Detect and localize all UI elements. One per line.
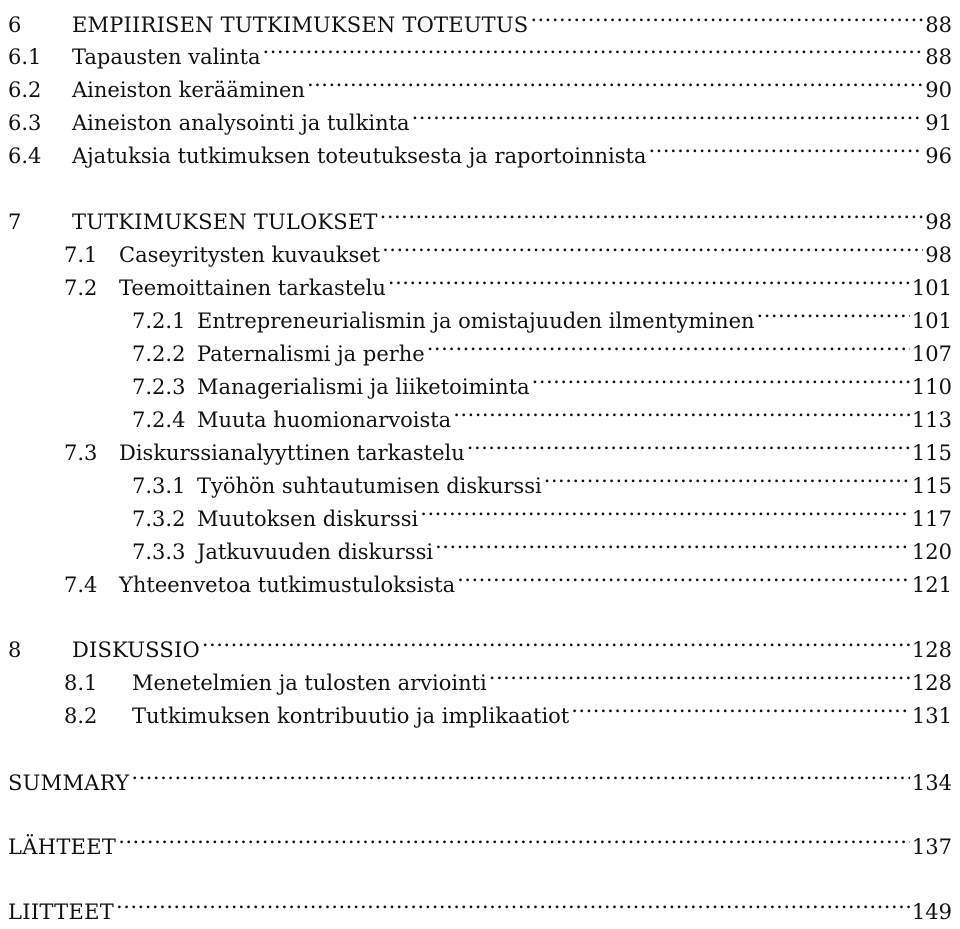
toc-title: Menetelmien ja tulosten arviointi bbox=[132, 671, 487, 695]
toc-page-number: 113 bbox=[911, 408, 952, 432]
toc-entry-7-2-2[interactable] bbox=[132, 327, 952, 366]
toc-page-number: 101 bbox=[911, 309, 952, 333]
toc-page-number: 117 bbox=[911, 507, 952, 531]
toc-number: 7.1 bbox=[64, 243, 98, 267]
toc-page-number: 128 bbox=[911, 638, 952, 662]
toc-title: Caseyritysten kuvaukset bbox=[119, 243, 381, 267]
dot-leader bbox=[388, 261, 910, 295]
toc-title: Muuta huomionarvoista bbox=[197, 408, 452, 432]
dot-leader bbox=[412, 96, 924, 130]
toc-page-number: 131 bbox=[911, 704, 952, 728]
toc-entry-8[interactable] bbox=[8, 623, 952, 662]
toc-entry-8-1[interactable] bbox=[64, 656, 952, 695]
toc-number: 7.3 bbox=[64, 441, 98, 465]
toc-page-number: 107 bbox=[911, 342, 952, 366]
toc-entry-7-2-1[interactable] bbox=[132, 294, 952, 333]
toc-number: 6.4 bbox=[8, 144, 42, 168]
toc-entry-7-3-2[interactable] bbox=[132, 492, 952, 531]
toc-number: 8 bbox=[8, 638, 22, 662]
dot-leader bbox=[435, 525, 910, 559]
toc-title: Entrepreneurialismin ja omistajuuden ilmentyminen bbox=[197, 309, 755, 333]
toc-number: 7 bbox=[8, 210, 22, 234]
toc-title: Paternalismi ja perhe bbox=[197, 342, 425, 366]
dot-leader bbox=[457, 558, 910, 592]
toc-entry-7-3-3[interactable] bbox=[132, 525, 952, 564]
toc-entry-7-2-3[interactable] bbox=[132, 360, 952, 399]
toc-entry-7[interactable] bbox=[8, 195, 952, 234]
dot-leader bbox=[571, 689, 910, 723]
toc-title: Aineiston kerääminen bbox=[72, 78, 305, 102]
toc-title: Jatkuvuuden diskurssi bbox=[197, 540, 434, 564]
dot-leader bbox=[380, 195, 924, 229]
toc-page-number: 121 bbox=[911, 573, 952, 597]
toc-title: DISKUSSIO bbox=[72, 638, 200, 662]
toc-entry-6-4[interactable] bbox=[8, 129, 952, 168]
toc-title: TUTKIMUKSEN TULOKSET bbox=[72, 210, 378, 234]
toc-page-number: 88 bbox=[925, 13, 952, 37]
dot-leader bbox=[263, 30, 924, 64]
toc-title: SUMMARY bbox=[8, 771, 130, 795]
toc-title: Työhön suhtautumisen diskurssi bbox=[197, 474, 542, 498]
dot-leader bbox=[307, 63, 923, 97]
toc-number: 6 bbox=[8, 13, 22, 37]
dot-leader bbox=[118, 820, 910, 854]
toc-title: Ajatuksia tutkimuksen toteutuksesta ja raportoinnista bbox=[72, 144, 647, 168]
toc-page-number: 96 bbox=[925, 144, 952, 168]
toc-number: 7.3.2 bbox=[132, 507, 186, 531]
toc-title: EMPIIRISEN TUTKIMUKSEN TOTEUTUS bbox=[72, 13, 529, 37]
dot-leader bbox=[757, 294, 910, 328]
toc-number: 8.1 bbox=[64, 671, 98, 695]
toc-page-number: 115 bbox=[911, 474, 952, 498]
toc-page-number: 98 bbox=[925, 210, 952, 234]
toc-page-number: 101 bbox=[911, 276, 952, 300]
toc-entry-references[interactable] bbox=[8, 820, 952, 859]
toc-entry-7-4[interactable] bbox=[64, 558, 952, 597]
toc-title: LIITTEET bbox=[8, 900, 115, 924]
toc-number: 7.2 bbox=[64, 276, 98, 300]
toc-page-number: 120 bbox=[911, 540, 952, 564]
toc-number: 7.2.2 bbox=[132, 342, 186, 366]
dot-leader bbox=[532, 360, 910, 394]
toc-number: 7.4 bbox=[64, 573, 98, 597]
toc-entry-7-2[interactable] bbox=[64, 261, 952, 300]
toc-title: Managerialismi ja liiketoiminta bbox=[197, 375, 530, 399]
toc-title: LÄHTEET bbox=[8, 835, 117, 859]
toc-title: Tapausten valinta bbox=[72, 45, 261, 69]
toc-title: Diskurssianalyyttinen tarkastelu bbox=[119, 441, 465, 465]
toc-number: 7.3.3 bbox=[132, 540, 186, 564]
toc-number: 6.3 bbox=[8, 111, 42, 135]
toc-title: Teemoittainen tarkastelu bbox=[119, 276, 386, 300]
toc-entry-summary[interactable] bbox=[8, 756, 952, 795]
dot-leader bbox=[202, 623, 910, 657]
dot-leader bbox=[544, 459, 910, 493]
dot-leader bbox=[427, 327, 910, 361]
dot-leader bbox=[420, 492, 910, 526]
toc-number: 6.2 bbox=[8, 78, 42, 102]
toc-number: 7.2.1 bbox=[132, 309, 186, 333]
toc-title: Tutkimuksen kontribuutio ja implikaatiot bbox=[132, 704, 570, 728]
toc-entry-7-3[interactable] bbox=[64, 426, 952, 465]
toc-entry-7-1[interactable] bbox=[64, 228, 952, 267]
toc-page-number: 90 bbox=[925, 78, 952, 102]
dot-leader bbox=[453, 393, 910, 427]
toc-number: 7.3.1 bbox=[132, 474, 186, 498]
toc-entry-7-2-4[interactable] bbox=[132, 393, 952, 432]
dot-leader bbox=[648, 129, 923, 163]
toc-entry-6[interactable] bbox=[8, 0, 952, 37]
toc-number: 7.2.4 bbox=[132, 408, 186, 432]
toc-entry-6-1[interactable] bbox=[8, 30, 952, 69]
toc-page-number: 134 bbox=[911, 771, 952, 795]
toc-title: Yhteenvetoa tutkimustuloksista bbox=[119, 573, 456, 597]
toc-page-number: 88 bbox=[925, 45, 952, 69]
toc-page-number: 128 bbox=[911, 671, 952, 695]
toc-page-number: 110 bbox=[911, 375, 952, 399]
toc-number: 8.2 bbox=[64, 704, 98, 728]
toc-page-number: 98 bbox=[925, 243, 952, 267]
toc-page-number: 149 bbox=[911, 900, 952, 924]
toc-title: Muutoksen diskurssi bbox=[197, 507, 419, 531]
toc-entry-8-2[interactable] bbox=[64, 689, 952, 728]
toc-page-number: 115 bbox=[911, 441, 952, 465]
toc-page-number: 137 bbox=[911, 835, 952, 859]
toc-number: 7.2.3 bbox=[132, 375, 186, 399]
toc-title: Aineiston analysointi ja tulkinta bbox=[72, 111, 410, 135]
toc-page-number: 91 bbox=[925, 111, 952, 135]
dot-leader bbox=[382, 228, 923, 262]
toc-entry-7-3-1[interactable] bbox=[132, 459, 952, 498]
toc-entry-6-3[interactable] bbox=[8, 96, 952, 135]
dot-leader bbox=[467, 426, 910, 460]
toc-entry-6-2[interactable] bbox=[8, 63, 952, 102]
toc-number: 6.1 bbox=[8, 45, 42, 69]
dot-leader bbox=[131, 756, 910, 790]
dot-leader bbox=[530, 0, 923, 32]
dot-leader bbox=[489, 656, 910, 690]
